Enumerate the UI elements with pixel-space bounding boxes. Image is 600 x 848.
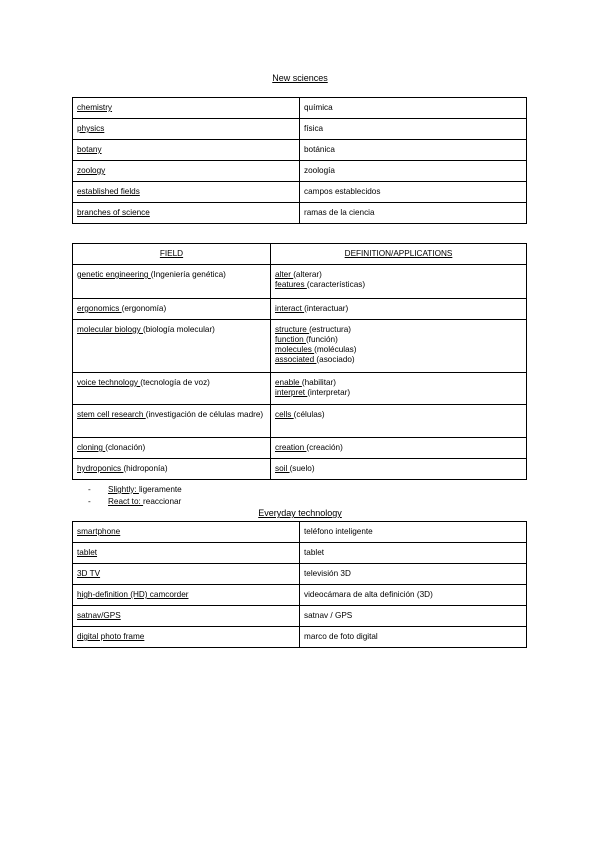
table-header-row bbox=[73, 244, 527, 265]
term-cell: 3D TV bbox=[73, 564, 300, 585]
definition-cell: interact (interactuar) bbox=[271, 299, 527, 320]
field-cell: cloning (clonación) bbox=[73, 438, 271, 459]
translation-cell: física bbox=[300, 119, 527, 140]
field-cell: genetic engineering (Ingeniería genética) bbox=[73, 265, 271, 299]
translation-cell: química bbox=[300, 98, 527, 119]
definition-cell: enable (habilitar) interpret (interpretar) bbox=[271, 373, 527, 405]
term-cell: digital photo frame bbox=[73, 627, 300, 648]
term-cell: tablet bbox=[73, 543, 300, 564]
table-row bbox=[73, 606, 527, 627]
term-cell: botany bbox=[73, 140, 300, 161]
table-row bbox=[73, 438, 527, 459]
term-cell: smartphone bbox=[73, 522, 300, 543]
list-item: - Slightly: ligeramente bbox=[88, 485, 182, 494]
table-row bbox=[73, 627, 527, 648]
everyday-technology-table bbox=[72, 521, 527, 648]
term-cell: branches of science bbox=[73, 203, 300, 224]
translation-cell: marco de foto digital bbox=[300, 627, 527, 648]
term-cell: physics bbox=[73, 119, 300, 140]
table-row bbox=[73, 320, 527, 373]
translation-cell: campos establecidos bbox=[300, 182, 527, 203]
term-cell: established fields bbox=[73, 182, 300, 203]
translation-cell: zoología bbox=[300, 161, 527, 182]
field-cell: ergonomics (ergonomía) bbox=[73, 299, 271, 320]
table-row bbox=[73, 405, 527, 438]
translation-cell: botánica bbox=[300, 140, 527, 161]
term-cell: satnav/GPS bbox=[73, 606, 300, 627]
list-item: - React to: reaccionar bbox=[88, 497, 182, 506]
translation-cell: teléfono inteligente bbox=[300, 522, 527, 543]
vocabulary-notes bbox=[88, 484, 182, 508]
definition-cell: structure (estructura) function (función) molecules (moléculas) associated (asociado) bbox=[271, 320, 527, 373]
table-row bbox=[73, 119, 527, 140]
field-cell: hydroponics (hidroponía) bbox=[73, 459, 271, 480]
translation-cell: tablet bbox=[300, 543, 527, 564]
translation-cell: satnav / GPS bbox=[300, 606, 527, 627]
table-row bbox=[73, 564, 527, 585]
definition-cell: creation (creación) bbox=[271, 438, 527, 459]
definition-cell: soil (suelo) bbox=[271, 459, 527, 480]
term-cell: chemistry bbox=[73, 98, 300, 119]
fields-table bbox=[72, 243, 527, 480]
field-cell: voice technology (tecnología de voz) bbox=[73, 373, 271, 405]
new-sciences-table bbox=[72, 97, 527, 224]
everyday-technology-title: Everyday technology bbox=[258, 508, 342, 518]
table-row bbox=[73, 265, 527, 299]
table-row bbox=[73, 585, 527, 606]
translation-cell: ramas de la ciencia bbox=[300, 203, 527, 224]
table-row bbox=[73, 373, 527, 405]
field-header: FIELD bbox=[73, 244, 271, 265]
table-row bbox=[73, 140, 527, 161]
term-cell: high-definition (HD) camcorder bbox=[73, 585, 300, 606]
table-row bbox=[73, 299, 527, 320]
table-row bbox=[73, 182, 527, 203]
definition-header: DEFINITION/APPLICATIONS bbox=[271, 244, 527, 265]
translation-cell: televisión 3D bbox=[300, 564, 527, 585]
term-cell: zoology bbox=[73, 161, 300, 182]
table-row bbox=[73, 522, 527, 543]
table-row bbox=[73, 459, 527, 480]
field-cell: stem cell research (investigación de células madre) bbox=[73, 405, 271, 438]
field-cell: molecular biology (biología molecular) bbox=[73, 320, 271, 373]
new-sciences-title: New sciences bbox=[272, 73, 328, 83]
table-row bbox=[73, 543, 527, 564]
table-row bbox=[73, 98, 527, 119]
table-row bbox=[73, 203, 527, 224]
translation-cell: videocámara de alta definición (3D) bbox=[300, 585, 527, 606]
definition-cell: cells (células) bbox=[271, 405, 527, 438]
table-row bbox=[73, 161, 527, 182]
definition-cell: alter (alterar) features (características) bbox=[271, 265, 527, 299]
